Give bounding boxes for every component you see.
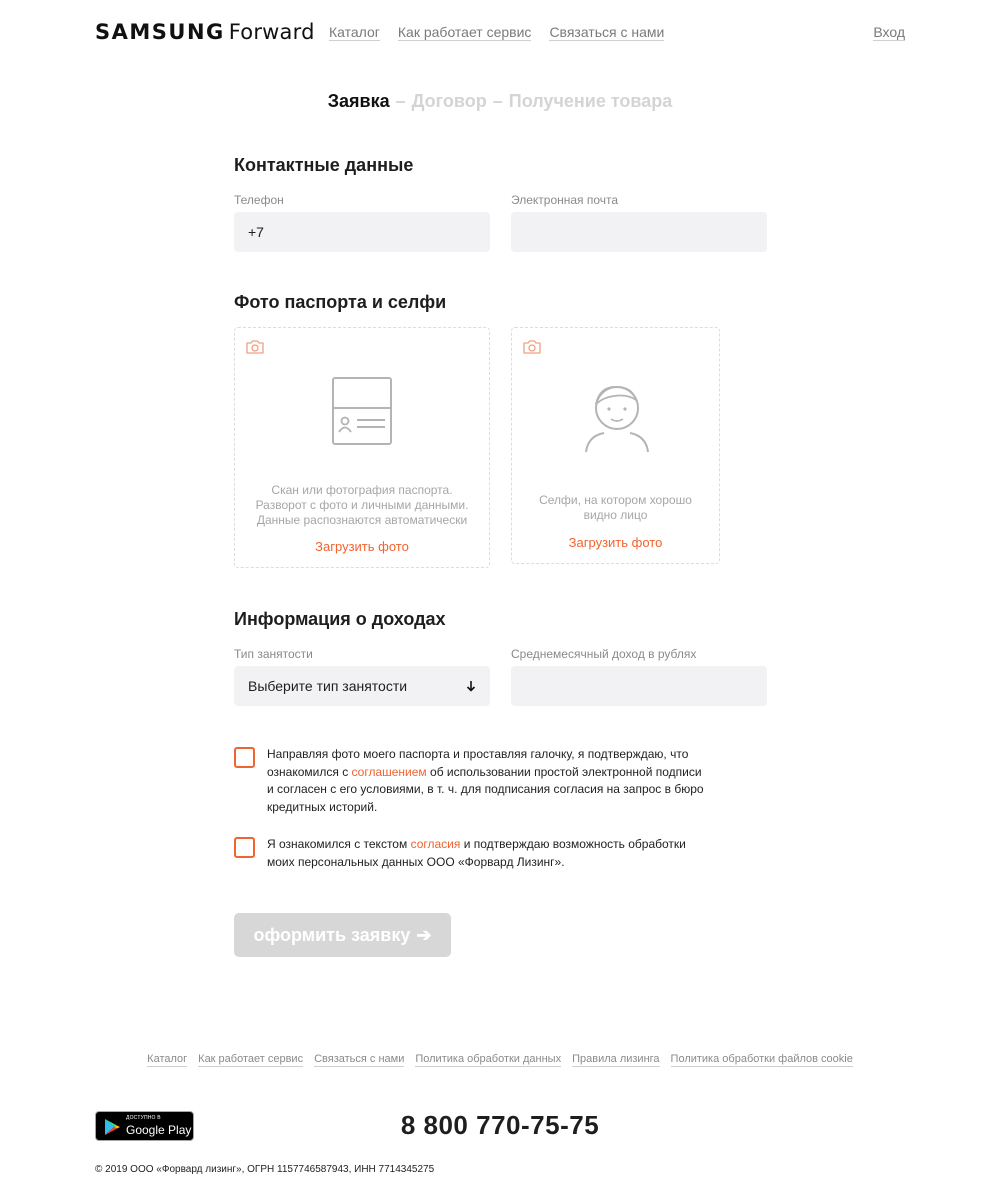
phone-label: Телефон bbox=[234, 193, 284, 207]
header bbox=[0, 0, 1000, 64]
selfie-description bbox=[512, 493, 719, 523]
footer-link-leasing-rules[interactable]: Правила лизинга bbox=[572, 1053, 660, 1065]
footer-link-cookie-policy[interactable]: Политика обработки файлов cookie bbox=[670, 1053, 853, 1065]
step-indicator bbox=[0, 90, 1000, 112]
esign-consent-text bbox=[267, 746, 707, 816]
footer-link-contact[interactable]: Связаться с нами bbox=[314, 1053, 405, 1065]
step-separator: – bbox=[492, 91, 503, 111]
employment-type-label: Тип занятости bbox=[234, 647, 313, 661]
email-label: Электронная почта bbox=[511, 193, 619, 207]
logo[interactable] bbox=[95, 20, 315, 45]
email-input[interactable] bbox=[511, 212, 767, 252]
photos-title: Фото паспорта и селфи bbox=[234, 292, 447, 312]
main-nav bbox=[329, 24, 664, 41]
nav-link-contact[interactable]: Связаться с нами bbox=[549, 24, 665, 40]
esign-consent-checkbox[interactable] bbox=[234, 747, 255, 768]
google-play-text: Google Play bbox=[126, 1123, 192, 1137]
footer-link-how-it-works[interactable]: Как работает сервис bbox=[198, 1053, 304, 1065]
phone-value: +7 bbox=[248, 224, 264, 240]
passport-upload-link[interactable]: Загрузить фото bbox=[315, 539, 409, 554]
selfie-description-line: Селфи, на котором хорошо bbox=[539, 493, 692, 507]
step-application: Заявка bbox=[327, 91, 390, 111]
footer-link-privacy-policy[interactable]: Политика обработки данных bbox=[415, 1053, 562, 1065]
footer-link-catalog[interactable]: Каталог bbox=[147, 1053, 188, 1065]
income-title: Информация о доходах bbox=[234, 609, 446, 629]
phone-input[interactable] bbox=[234, 212, 490, 252]
contacts-title: Контактные данные bbox=[234, 155, 414, 175]
personal-data-consent-text bbox=[267, 836, 707, 871]
personal-data-consent-checkbox[interactable] bbox=[234, 837, 255, 858]
nav-link-how-it-works[interactable]: Как работает сервис bbox=[397, 24, 532, 40]
submit-label: оформить заявку bbox=[253, 924, 411, 945]
step-receive-goods: Получение товара bbox=[508, 91, 673, 111]
google-play-small-text: ДОСТУПНО В bbox=[126, 1115, 161, 1121]
consent-link[interactable]: согласия bbox=[410, 837, 461, 851]
selfie-upload-card[interactable] bbox=[511, 327, 720, 564]
esign-consent-row bbox=[234, 746, 707, 816]
passport-description-line: Разворот с фото и личными данными. bbox=[255, 498, 469, 512]
personal-data-consent-text-part: и подтверждаю возможность обработки моих персональных данных ООО «Форвард Лизинг». bbox=[267, 837, 686, 869]
passport-description-line: Скан или фотография паспорта. bbox=[271, 483, 453, 497]
employment-type-select[interactable] bbox=[234, 666, 490, 706]
passport-description bbox=[235, 483, 489, 528]
footer-links bbox=[0, 1053, 1000, 1067]
person-face-icon bbox=[584, 378, 650, 454]
passport-upload-card[interactable] bbox=[234, 327, 490, 568]
selfie-upload-link[interactable]: Загрузить фото bbox=[568, 535, 663, 550]
passport-icon bbox=[331, 376, 393, 446]
camera-icon[interactable] bbox=[522, 338, 542, 356]
arrow-right-icon: ➔ bbox=[416, 924, 432, 945]
monthly-income-input[interactable] bbox=[511, 666, 767, 706]
logo-brand: SAMSUNG bbox=[95, 20, 225, 44]
step-contract: Договор bbox=[411, 91, 487, 111]
nav-link-catalog[interactable]: Каталог bbox=[329, 24, 380, 40]
esign-consent-text-part: Направляя фото моего паспорта и проставляя галочку, я подтверждаю, что ознакомился с bbox=[267, 747, 689, 779]
arrow-down-icon bbox=[466, 680, 476, 692]
submit-application-button[interactable] bbox=[234, 913, 451, 957]
personal-data-consent-row bbox=[234, 836, 707, 871]
logo-sub: Forward bbox=[228, 20, 315, 44]
agreement-link[interactable]: соглашением bbox=[351, 764, 427, 779]
selfie-description-line: видно лицо bbox=[583, 508, 648, 522]
monthly-income-label: Среднемесячный доход в рублях bbox=[511, 647, 697, 661]
camera-icon[interactable] bbox=[245, 338, 265, 356]
esign-consent-text-part: об использовании простой электронной подписи и согласен с его условиями, в т. ч. для подписания согласия на запрос в бюро кредитных историй. bbox=[267, 764, 704, 814]
copyright: © 2019 ООО «Форвард лизинг», ОГРН 1157746587943, ИНН 7714345275 bbox=[95, 1164, 435, 1175]
support-phone[interactable]: 8 800 770-75-75 bbox=[400, 1110, 600, 1140]
passport-description-line: Данные распознаются автоматически bbox=[256, 513, 468, 527]
employment-type-value: Выберите тип занятости bbox=[248, 678, 408, 694]
step-separator: – bbox=[395, 91, 406, 111]
login-link[interactable]: Вход bbox=[873, 24, 905, 40]
personal-data-consent-text-part: Я ознакомился с текстом bbox=[267, 837, 411, 851]
